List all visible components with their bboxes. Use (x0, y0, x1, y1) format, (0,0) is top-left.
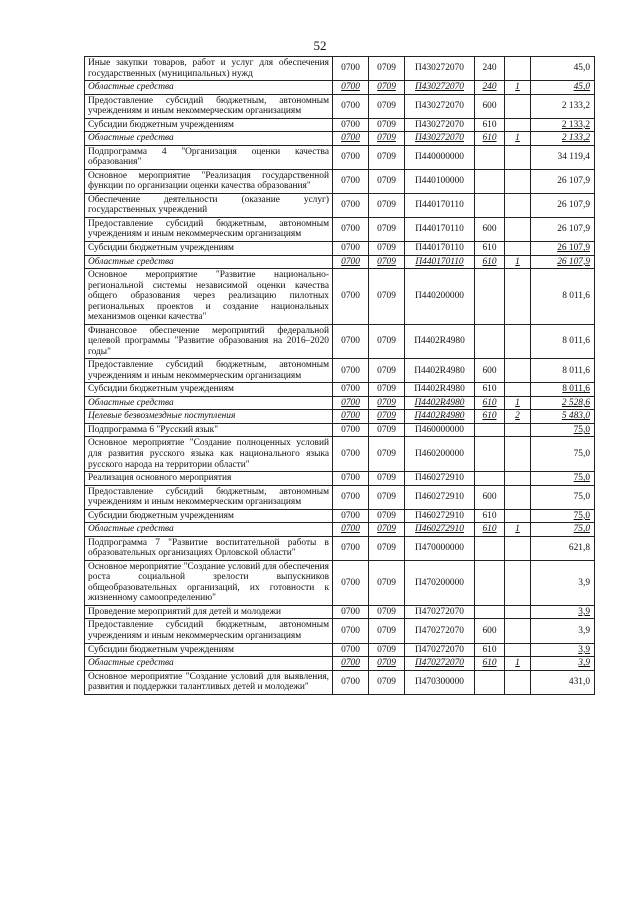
funding-source-code (505, 169, 531, 193)
table-row (85, 241, 595, 255)
subsection-code: 0709 (369, 94, 405, 118)
amount: 45,0 (531, 57, 595, 81)
funding-source-code (505, 118, 531, 132)
subsection-code: 0709 (369, 269, 405, 325)
table-row (85, 670, 595, 694)
funding-source-code: 1 (505, 132, 531, 146)
table-row (85, 324, 595, 359)
expense-type-code: 610 (475, 657, 505, 671)
target-article-code: П460000000 (405, 423, 475, 437)
table-row (85, 81, 595, 95)
subsection-code: 0709 (369, 241, 405, 255)
amount: 75,0 (531, 485, 595, 509)
target-article-code: П430272070 (405, 57, 475, 81)
row-name: Областные средства (85, 132, 333, 146)
target-article-code: П430272070 (405, 81, 475, 95)
amount: 75,0 (531, 423, 595, 437)
target-article-code: П460272910 (405, 523, 475, 537)
target-article-code: П4402R4980 (405, 383, 475, 397)
target-article-code: П460200000 (405, 437, 475, 472)
amount: 26 107,9 (531, 255, 595, 269)
expense-type-code: 610 (475, 241, 505, 255)
amount: 26 107,9 (531, 217, 595, 241)
row-name: Субсидии бюджетным учреждениям (85, 643, 333, 657)
row-name: Предоставление субсидий бюджетным, автономным учреждениям и иным некоммерческим организациям (85, 485, 333, 509)
amount: 8 011,6 (531, 269, 595, 325)
target-article-code: П460272910 (405, 485, 475, 509)
expense-type-code: 610 (475, 118, 505, 132)
subsection-code: 0709 (369, 670, 405, 694)
amount: 45,0 (531, 81, 595, 95)
funding-source-code (505, 359, 531, 383)
expense-type-code (475, 423, 505, 437)
amount: 5 483,0 (531, 410, 595, 424)
amount: 3,9 (531, 560, 595, 605)
amount: 8 011,6 (531, 383, 595, 397)
section-code: 0700 (333, 359, 369, 383)
table-row (85, 605, 595, 619)
expense-type-code (475, 670, 505, 694)
funding-source-code (505, 509, 531, 523)
subsection-code: 0709 (369, 169, 405, 193)
table-row (85, 472, 595, 486)
subsection-code: 0709 (369, 57, 405, 81)
target-article-code: П4402R4980 (405, 410, 475, 424)
table-row (85, 169, 595, 193)
section-code: 0700 (333, 217, 369, 241)
target-article-code: П440170110 (405, 241, 475, 255)
table-row (85, 523, 595, 537)
expense-type-code (475, 437, 505, 472)
amount: 8 011,6 (531, 359, 595, 383)
table-row (85, 423, 595, 437)
page-number: 52 (313, 38, 327, 53)
subsection-code: 0709 (369, 118, 405, 132)
section-code: 0700 (333, 241, 369, 255)
target-article-code: П470200000 (405, 560, 475, 605)
funding-source-code (505, 485, 531, 509)
target-article-code: П460272910 (405, 509, 475, 523)
table-row (85, 255, 595, 269)
target-article-code: П440200000 (405, 269, 475, 325)
section-code: 0700 (333, 485, 369, 509)
row-name: Областные средства (85, 657, 333, 671)
expense-type-code (475, 536, 505, 560)
subsection-code: 0709 (369, 472, 405, 486)
amount: 2 133,2 (531, 94, 595, 118)
section-code: 0700 (333, 145, 369, 169)
row-name: Предоставление субсидий бюджетным, автономным учреждениям и иным некоммерческим организациям (85, 94, 333, 118)
row-name: Субсидии бюджетным учреждениям (85, 509, 333, 523)
section-code: 0700 (333, 94, 369, 118)
target-article-code: П470272070 (405, 643, 475, 657)
row-name: Финансовое обеспечение мероприятий федеральной целевой программы "Развитие образования на 2016–2020 годы" (85, 324, 333, 359)
target-article-code: П440170110 (405, 193, 475, 217)
section-code: 0700 (333, 193, 369, 217)
table-body (85, 57, 595, 695)
funding-source-code (505, 536, 531, 560)
expense-type-code: 610 (475, 643, 505, 657)
expense-type-code (475, 193, 505, 217)
expense-type-code: 600 (475, 217, 505, 241)
funding-source-code (505, 670, 531, 694)
expense-type-code: 600 (475, 619, 505, 643)
section-code: 0700 (333, 324, 369, 359)
subsection-code: 0709 (369, 359, 405, 383)
row-name: Подпрограмма 6 "Русский язык" (85, 423, 333, 437)
target-article-code: П430272070 (405, 118, 475, 132)
funding-source-code: 1 (505, 657, 531, 671)
funding-source-code (505, 383, 531, 397)
row-name: Предоставление субсидий бюджетным, автономным учреждениям и иным некоммерческим организациям (85, 359, 333, 383)
expense-type-code: 610 (475, 396, 505, 410)
target-article-code: П460272910 (405, 472, 475, 486)
amount: 26 107,9 (531, 193, 595, 217)
section-code: 0700 (333, 472, 369, 486)
row-name: Иные закупки товаров, работ и услуг для обеспечения государственных (муниципальных) нужд (85, 57, 333, 81)
row-name: Основное мероприятие "Создание условий для выявления, развития и поддержки талантливых детей и молодежи" (85, 670, 333, 694)
amount: 2 133,2 (531, 132, 595, 146)
target-article-code: П470272070 (405, 657, 475, 671)
funding-source-code (505, 619, 531, 643)
subsection-code: 0709 (369, 410, 405, 424)
row-name: Основное мероприятие "Реализация государственной функции по организации оценки качества образования" (85, 169, 333, 193)
funding-source-code (505, 324, 531, 359)
table-row (85, 485, 595, 509)
table-row (85, 643, 595, 657)
subsection-code: 0709 (369, 619, 405, 643)
section-code: 0700 (333, 81, 369, 95)
amount: 34 119,4 (531, 145, 595, 169)
row-name: Основное мероприятие "Создание условий для обеспечения роста социальной зрелости выпускников общеобразовательных организаций, их готовности к жизненному самоопределению" (85, 560, 333, 605)
expense-type-code: 600 (475, 359, 505, 383)
row-name: Обеспечение деятельности (оказание услуг) государственных учреждений (85, 193, 333, 217)
target-article-code: П440100000 (405, 169, 475, 193)
funding-source-code (505, 57, 531, 81)
row-name: Предоставление субсидий бюджетным, автономным учреждениям и иным некоммерческим организациям (85, 217, 333, 241)
table-row (85, 383, 595, 397)
expense-type-code: 610 (475, 410, 505, 424)
subsection-code: 0709 (369, 193, 405, 217)
table-row (85, 132, 595, 146)
funding-source-code: 1 (505, 255, 531, 269)
funding-source-code (505, 423, 531, 437)
funding-source-code (505, 193, 531, 217)
subsection-code: 0709 (369, 383, 405, 397)
amount: 75,0 (531, 523, 595, 537)
amount: 75,0 (531, 437, 595, 472)
section-code: 0700 (333, 536, 369, 560)
funding-source-code: 1 (505, 523, 531, 537)
table-row (85, 560, 595, 605)
expense-type-code: 240 (475, 81, 505, 95)
expense-type-code (475, 605, 505, 619)
funding-source-code (505, 217, 531, 241)
amount: 431,0 (531, 670, 595, 694)
funding-source-code (505, 643, 531, 657)
row-name: Основное мероприятие "Создание полноценных условий для развития русского языка как национального языка русского народа на территории области" (85, 437, 333, 472)
target-article-code: П430272070 (405, 132, 475, 146)
table-row (85, 509, 595, 523)
table-row (85, 619, 595, 643)
table-row (85, 193, 595, 217)
expense-type-code: 610 (475, 523, 505, 537)
expense-type-code (475, 269, 505, 325)
subsection-code: 0709 (369, 423, 405, 437)
amount: 2 528,6 (531, 396, 595, 410)
row-name: Областные средства (85, 396, 333, 410)
subsection-code: 0709 (369, 324, 405, 359)
section-code: 0700 (333, 509, 369, 523)
expense-type-code (475, 145, 505, 169)
target-article-code: П470000000 (405, 536, 475, 560)
subsection-code: 0709 (369, 605, 405, 619)
expense-type-code (475, 169, 505, 193)
amount: 3,9 (531, 657, 595, 671)
section-code: 0700 (333, 523, 369, 537)
expense-type-code: 610 (475, 132, 505, 146)
target-article-code: П440000000 (405, 145, 475, 169)
amount: 26 107,9 (531, 241, 595, 255)
funding-source-code (505, 94, 531, 118)
expense-type-code: 610 (475, 509, 505, 523)
expense-type-code: 600 (475, 485, 505, 509)
section-code: 0700 (333, 383, 369, 397)
table-row (85, 94, 595, 118)
subsection-code: 0709 (369, 255, 405, 269)
section-code: 0700 (333, 423, 369, 437)
section-code: 0700 (333, 57, 369, 81)
expense-type-code: 610 (475, 255, 505, 269)
section-code: 0700 (333, 118, 369, 132)
subsection-code: 0709 (369, 437, 405, 472)
target-article-code: П4402R4980 (405, 359, 475, 383)
amount: 26 107,9 (531, 169, 595, 193)
subsection-code: 0709 (369, 560, 405, 605)
expense-type-code: 610 (475, 383, 505, 397)
table-row (85, 57, 595, 81)
table-row (85, 145, 595, 169)
expense-type-code: 240 (475, 57, 505, 81)
row-name: Подпрограмма 7 "Развитие воспитательной работы в образовательных организациях Орловской области" (85, 536, 333, 560)
table-row (85, 536, 595, 560)
table-row (85, 437, 595, 472)
target-article-code: П4402R4980 (405, 324, 475, 359)
table-row (85, 118, 595, 132)
subsection-code: 0709 (369, 657, 405, 671)
section-code: 0700 (333, 619, 369, 643)
subsection-code: 0709 (369, 132, 405, 146)
row-name: Субсидии бюджетным учреждениям (85, 118, 333, 132)
row-name: Областные средства (85, 81, 333, 95)
row-name: Реализация основного мероприятия (85, 472, 333, 486)
row-name: Субсидии бюджетным учреждениям (85, 241, 333, 255)
row-name: Предоставление субсидий бюджетным, автономным учреждениям и иным некоммерческим организациям (85, 619, 333, 643)
amount: 3,9 (531, 619, 595, 643)
row-name: Подпрограмма 4 "Организация оценки качества образования" (85, 145, 333, 169)
funding-source-code (505, 145, 531, 169)
funding-source-code: 1 (505, 81, 531, 95)
funding-source-code (505, 560, 531, 605)
budget-table (84, 56, 595, 695)
funding-source-code (505, 605, 531, 619)
amount: 3,9 (531, 643, 595, 657)
row-name: Целевые безвозмездные поступления (85, 410, 333, 424)
table-row (85, 269, 595, 325)
target-article-code: П440170110 (405, 217, 475, 241)
subsection-code: 0709 (369, 145, 405, 169)
section-code: 0700 (333, 410, 369, 424)
section-code: 0700 (333, 643, 369, 657)
target-article-code: П4402R4980 (405, 396, 475, 410)
expense-type-code: 600 (475, 94, 505, 118)
section-code: 0700 (333, 269, 369, 325)
funding-source-code (505, 241, 531, 255)
target-article-code: П430272070 (405, 94, 475, 118)
table-row (85, 359, 595, 383)
expense-type-code (475, 324, 505, 359)
subsection-code: 0709 (369, 509, 405, 523)
funding-source-code (505, 269, 531, 325)
table-row (85, 410, 595, 424)
section-code: 0700 (333, 605, 369, 619)
expense-type-code (475, 472, 505, 486)
subsection-code: 0709 (369, 485, 405, 509)
target-article-code: П470272070 (405, 619, 475, 643)
target-article-code: П470272070 (405, 605, 475, 619)
subsection-code: 0709 (369, 643, 405, 657)
section-code: 0700 (333, 255, 369, 269)
subsection-code: 0709 (369, 81, 405, 95)
subsection-code: 0709 (369, 523, 405, 537)
amount: 2 133,2 (531, 118, 595, 132)
amount: 8 011,6 (531, 324, 595, 359)
funding-source-code (505, 437, 531, 472)
target-article-code: П440170110 (405, 255, 475, 269)
funding-source-code: 2 (505, 410, 531, 424)
section-code: 0700 (333, 169, 369, 193)
section-code: 0700 (333, 560, 369, 605)
row-name: Областные средства (85, 523, 333, 537)
funding-source-code: 1 (505, 396, 531, 410)
funding-source-code (505, 472, 531, 486)
amount: 75,0 (531, 509, 595, 523)
table-row (85, 217, 595, 241)
amount: 3,9 (531, 605, 595, 619)
table-row (85, 657, 595, 671)
subsection-code: 0709 (369, 536, 405, 560)
target-article-code: П470300000 (405, 670, 475, 694)
table-row (85, 396, 595, 410)
amount: 621,8 (531, 536, 595, 560)
row-name: Субсидии бюджетным учреждениям (85, 383, 333, 397)
section-code: 0700 (333, 657, 369, 671)
row-name: Проведение мероприятий для детей и молодежи (85, 605, 333, 619)
row-name: Основное мероприятие "Развитие национально-региональной системы независимой оценки качества общего образования через реализацию пилотных региональных проектов и создание национальных механизмов оценки качества" (85, 269, 333, 325)
section-code: 0700 (333, 132, 369, 146)
section-code: 0700 (333, 670, 369, 694)
subsection-code: 0709 (369, 217, 405, 241)
section-code: 0700 (333, 437, 369, 472)
row-name: Областные средства (85, 255, 333, 269)
amount: 75,0 (531, 472, 595, 486)
expense-type-code (475, 560, 505, 605)
section-code: 0700 (333, 396, 369, 410)
subsection-code: 0709 (369, 396, 405, 410)
